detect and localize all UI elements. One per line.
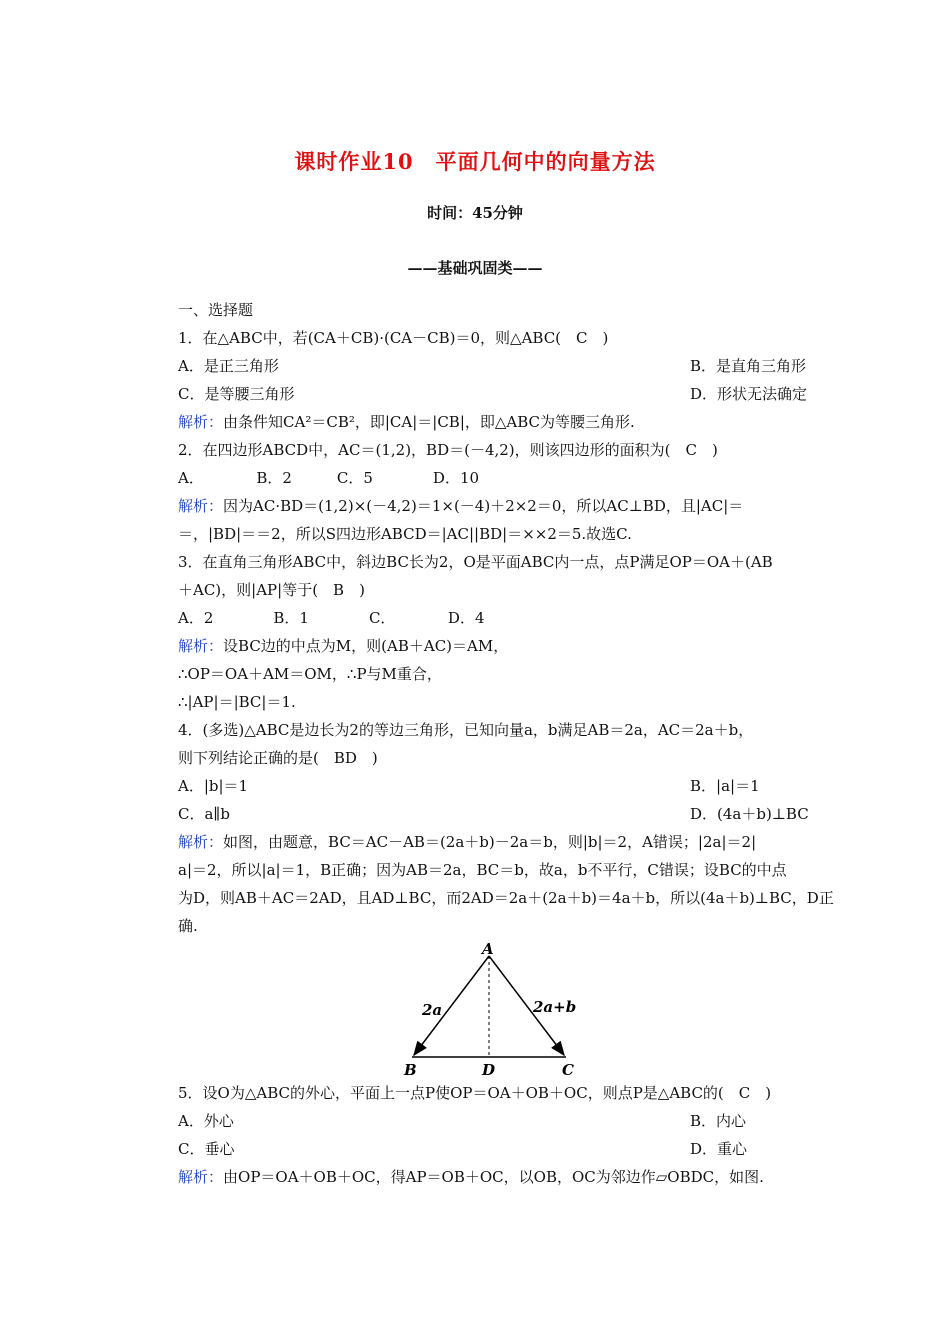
q1-solution (178, 411, 635, 433)
q4-option-b: B．|a|＝1 (690, 777, 760, 795)
q1-options-row1 (178, 355, 807, 377)
q4-option-a: A．|b|＝1 (178, 777, 249, 795)
q3-stem-line2: ＋AC)，则|AP|等于( B ) (178, 581, 365, 599)
q5-option-c: C．垂心 (178, 1140, 235, 1158)
time-limit: 时间：45分钟 (427, 204, 523, 222)
q1-option-d: D．形状无法确定 (690, 385, 808, 403)
q1-options-row2 (178, 383, 808, 405)
q1-option-b: B．是直角三角形 (690, 357, 807, 375)
q2-solution-line1 (178, 495, 743, 517)
vertex-a-label: A (482, 940, 494, 958)
q2-solution-line2: ＝，|BD|＝＝2，所以S四边形ABCD＝|AC||BD|＝××2＝5.故选C. (178, 525, 632, 543)
q3-solution-line3: ∴|AP|＝|BC|＝1. (178, 693, 296, 711)
q3-solution-line2: ∴OP＝OA＋AM＝OM，∴P与M重合， (178, 665, 442, 683)
vector-2a-label: 2a (422, 1001, 443, 1019)
q4-stem-line2: 则下列结论正确的是( BD ) (178, 749, 378, 767)
q5-solution (178, 1166, 764, 1188)
solution-label: 解析： (178, 833, 224, 851)
vertex-c-label: C (562, 1061, 574, 1079)
q1-solution-text: 由条件知CA²＝CB²，即|CA|＝|CB|，即△ABC为等腰三角形. (223, 413, 635, 431)
q3-solution-text1: 设BC边的中点为M，则(AB＋AC)＝AM， (223, 637, 509, 655)
q5-stem: 5．设O为△ABC的外心，平面上一点P使OP＝OA＋OB＋OC，则点P是△ABC的( C ) (178, 1084, 772, 1102)
q1-option-a: A．是正三角形 (178, 357, 279, 375)
q4-solution-line2: a|＝2，所以|a|＝1，B正确；因为AB＝2a，BC＝b，故a，b不平行，C错误；设BC的中点 (178, 861, 787, 879)
part-heading: 一、选择题 (178, 301, 254, 319)
point-d-label: D (482, 1061, 496, 1079)
page-title: 课时作业10 平面几何中的向量方法 (294, 149, 656, 174)
solution-label: 解析： (178, 637, 224, 655)
q4-stem-line1: 4．(多选)△ABC是边长为2的等边三角形，已知向量a，b满足AB＝2a，AC＝2a＋b， (178, 721, 754, 739)
section-heading: ——基础巩固类—— (407, 259, 543, 277)
solution-label: 解析： (178, 1168, 224, 1186)
q4-solution-line1 (178, 831, 756, 853)
q5-option-b: B．内心 (690, 1112, 747, 1130)
q1-option-c: C．是等腰三角形 (178, 385, 295, 403)
q4-solution-text1: 如图，由题意，BC＝AC－AB＝(2a＋b)－2a＝b，则|b|＝2，A错误；|2a|＝2| (223, 833, 757, 851)
q4-options-row2 (178, 803, 809, 825)
vertex-b-label: B (404, 1061, 417, 1079)
q3-options: A．2 B．1 C． D．4 (178, 609, 485, 627)
triangle-figure (390, 940, 590, 1080)
solution-label: 解析： (178, 497, 224, 515)
q3-solution-line1 (178, 635, 508, 657)
vector-2a-plus-b-label: 2a+b (533, 998, 577, 1016)
q5-options-row1 (178, 1110, 747, 1132)
q4-option-d: D．(4a＋b)⊥BC (690, 805, 809, 823)
q3-stem-line1: 3．在直角三角形ABC中，斜边BC长为2，O是平面ABC内一点，点P满足OP＝OA＋(AB (178, 553, 773, 571)
q4-solution-line3: 为D，则AB＋AC＝2AD，且AD⊥BC，而2AD＝2a＋(2a＋b)＝4a＋b，所以(4a＋b)⊥BC，D正 (178, 889, 834, 907)
q1-stem: 1．在△ABC中，若(CA＋CB)·(CA－CB)＝0，则△ABC( C ) (178, 329, 609, 347)
solution-label: 解析： (178, 413, 224, 431)
q5-solution-text: 由OP＝OA＋OB＋OC，得AP＝OB＋OC，以OB，OC为邻边作▱OBDC，如图. (223, 1168, 764, 1186)
q5-options-row2 (178, 1138, 748, 1160)
q4-solution-line4: 确. (178, 917, 198, 935)
q5-option-d: D．重心 (690, 1140, 748, 1158)
q5-option-a: A．外心 (178, 1112, 234, 1130)
q4-option-c: C．a∥b (178, 805, 230, 823)
q4-options-row1 (178, 775, 760, 797)
q2-options: A． B．2 C．5 D．10 (178, 469, 480, 487)
q2-stem: 2．在四边形ABCD中，AC＝(1,2)，BD＝(－4,2)，则该四边形的面积为( C ) (178, 441, 718, 459)
q2-solution-text1: 因为AC·BD＝(1,2)×(－4,2)＝1×(－4)＋2×2＝0，所以AC⊥BD，且|AC|＝ (223, 497, 744, 515)
